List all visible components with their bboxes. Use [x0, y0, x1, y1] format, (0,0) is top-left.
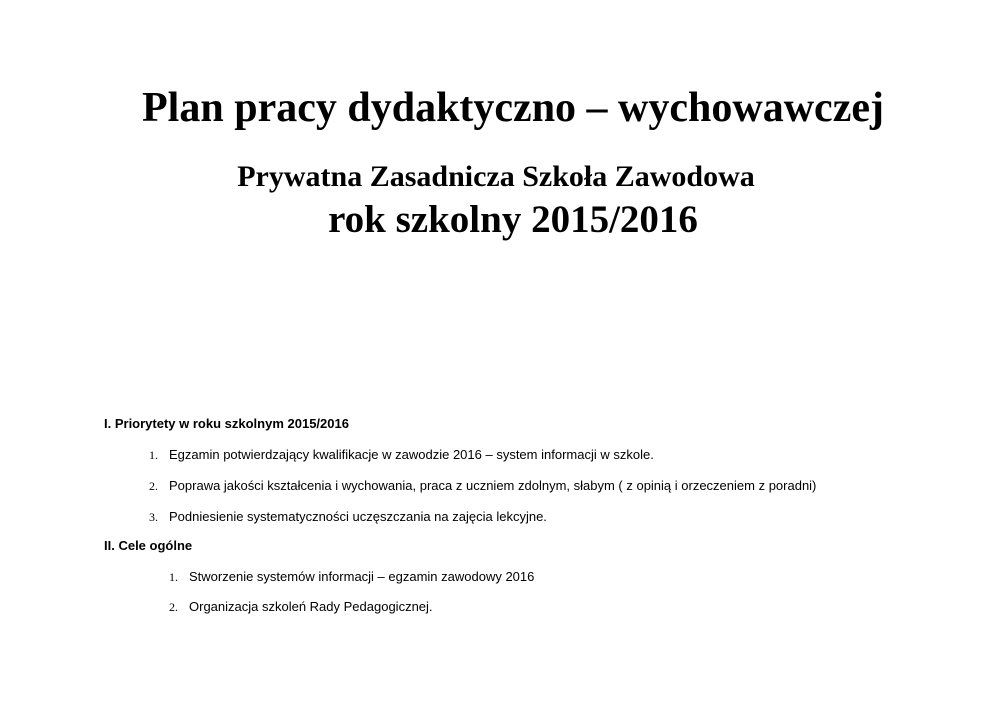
list-item-text: Organizacja szkoleń Rady Pedagogicznej. — [189, 599, 433, 614]
list-item-number: 2. — [169, 600, 178, 614]
list-item-text: Podniesienie systematyczności uczęszczania na zajęcia lekcyjne. — [169, 509, 547, 524]
school-year: rok szkolny 2015/2016 — [328, 198, 698, 241]
list-item-text: Poprawa jakości kształcenia i wychowania, praca z uczniem zdolnym, słabym ( z opinią i orzeczeniem z poradni) — [169, 478, 817, 493]
section-heading-priorities: I. Priorytety w roku szkolnym 2015/2016 — [104, 416, 349, 431]
list-item-number: 1. — [169, 570, 178, 584]
list-item-number: 1. — [149, 448, 158, 462]
school-name: Prywatna Zasadnicza Szkoła Zawodowa — [237, 160, 755, 193]
list-item-text: Stworzenie systemów informacji – egzamin zawodowy 2016 — [189, 569, 535, 584]
list-item-number: 2. — [149, 479, 158, 493]
document-title: Plan pracy dydaktyczno – wychowawczej — [142, 85, 884, 131]
list-item-text: Egzamin potwierdzający kwalifikacje w zawodzie 2016 – system informacji w szkole. — [169, 447, 654, 462]
section-heading-general-goals: II. Cele ogólne — [104, 538, 193, 553]
list-item-number: 3. — [149, 510, 158, 524]
